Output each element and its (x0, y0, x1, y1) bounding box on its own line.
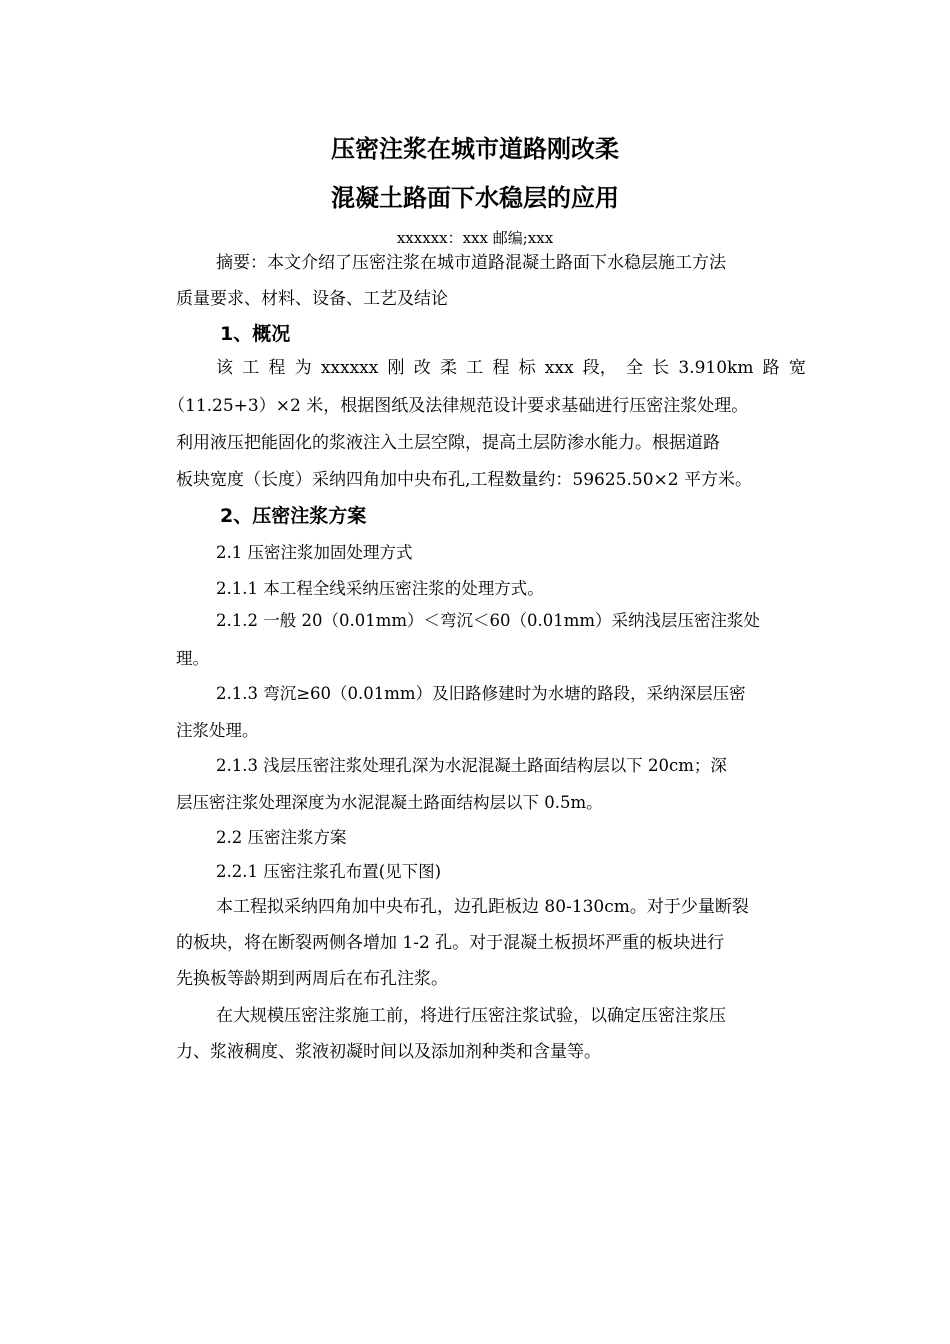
section-heading-overview: 1、概况 (220, 323, 291, 345)
overview-line-1-token: 柔 (439, 358, 457, 378)
overview-line-1-token: 全 (625, 358, 643, 378)
overview-line-1-token: 路 (762, 358, 780, 378)
subsection-2-1-1: 2.1.1 本工程全线采纳压密注浆的处理方式。 (216, 579, 544, 598)
document-title-line-1: 压密注浆在城市道路刚改柔 (331, 135, 619, 163)
subsection-2-1-2-line-2: 理。 (176, 649, 209, 668)
document-title-line-2: 混凝土路面下水稳层的应用 (331, 184, 619, 212)
overview-line-1-token: 工 (242, 358, 260, 378)
abstract-line-1: 摘要：本文介绍了压密注浆在城市道路混凝土路面下水稳层施工方法 (216, 253, 726, 273)
subsection-2-1-2-line-1: 2.1.2 一般 20（0.01mm）＜弯沉＜60（0.01mm）采纳浅层压密注浆处 (216, 611, 761, 630)
overview-line-4: 板块宽度（长度）采纳四角加中央布孔,工程数量约：59625.50×2 平方米。 (176, 470, 752, 490)
overview-line-1-token: 程 (492, 358, 510, 378)
subsection-2-2: 2.2 压密注浆方案 (216, 828, 347, 847)
overview-line-2: （11.25+3）×2 米，根据图纸及法律规范设计要求基础进行压密注浆处理。 (168, 396, 749, 416)
overview-line-1-token: 程 (268, 358, 286, 378)
overview-line-1-token: xxx (544, 358, 574, 378)
test-paragraph-line-1: 在大规模压密注浆施工前，将进行压密注浆试验，以确定压密注浆压 (216, 1006, 726, 1026)
overview-line-1 (216, 354, 806, 382)
subsection-2-1: 2.1 压密注浆加固处理方式 (216, 543, 413, 562)
overview-line-1-token: 刚 (387, 358, 405, 378)
overview-line-1-token: xxxxxx (320, 358, 379, 378)
subsection-2-1-3b-line-2: 层压密注浆处理深度为水泥混凝土路面结构层以下 0.5m。 (176, 793, 603, 812)
overview-line-1-token: 段， (582, 358, 617, 378)
overview-line-1-token: 为 (294, 358, 312, 378)
subsection-2-1-3b-line-1: 2.1.3 浅层压密注浆处理孔深为水泥混凝土路面结构层以下 20cm；深 (216, 756, 727, 775)
overview-line-1-token: 改 (413, 358, 431, 378)
subsection-2-1-3a-line-1: 2.1.3 弯沉≥60（0.01mm）及旧路修建时为水塘的路段，采纳深层压密 (216, 684, 746, 703)
overview-line-1-token: 3.910km (678, 358, 754, 378)
layout-paragraph-line-1: 本工程拟采纳四角加中央布孔，边孔距板边 80-130cm。对于少量断裂 (216, 897, 749, 917)
overview-line-1-token: 标 (518, 358, 536, 378)
overview-line-1-token: 工 (466, 358, 484, 378)
overview-line-1-token: 该 (216, 358, 233, 378)
overview-line-1-token: 长 (652, 358, 670, 378)
overview-line-1-token: 宽 (788, 358, 806, 378)
abstract-line-2: 质量要求、材料、设备、工艺及结论 (176, 289, 448, 309)
overview-line-3: 利用液压把能固化的浆液注入土层空隙，提高土层防渗水能力。根据道路 (176, 433, 720, 453)
layout-paragraph-line-2: 的板块，将在断裂两侧各增加 1-2 孔。对于混凝土板损坏严重的板块进行 (176, 933, 725, 953)
subsection-2-1-3a-line-2: 注浆处理。 (176, 721, 259, 740)
layout-paragraph-line-3: 先换板等龄期到两周后在布孔注浆。 (176, 969, 448, 989)
section-heading-grouting-plan: 2、压密注浆方案 (220, 505, 367, 527)
author-line: xxxxxx：xxx 邮编;xxx (396, 229, 554, 247)
subsection-2-2-1: 2.2.1 压密注浆孔布置(见下图) (216, 862, 442, 881)
test-paragraph-line-2: 力、浆液稠度、浆液初凝时间以及添加剂种类和含量等。 (176, 1042, 601, 1062)
